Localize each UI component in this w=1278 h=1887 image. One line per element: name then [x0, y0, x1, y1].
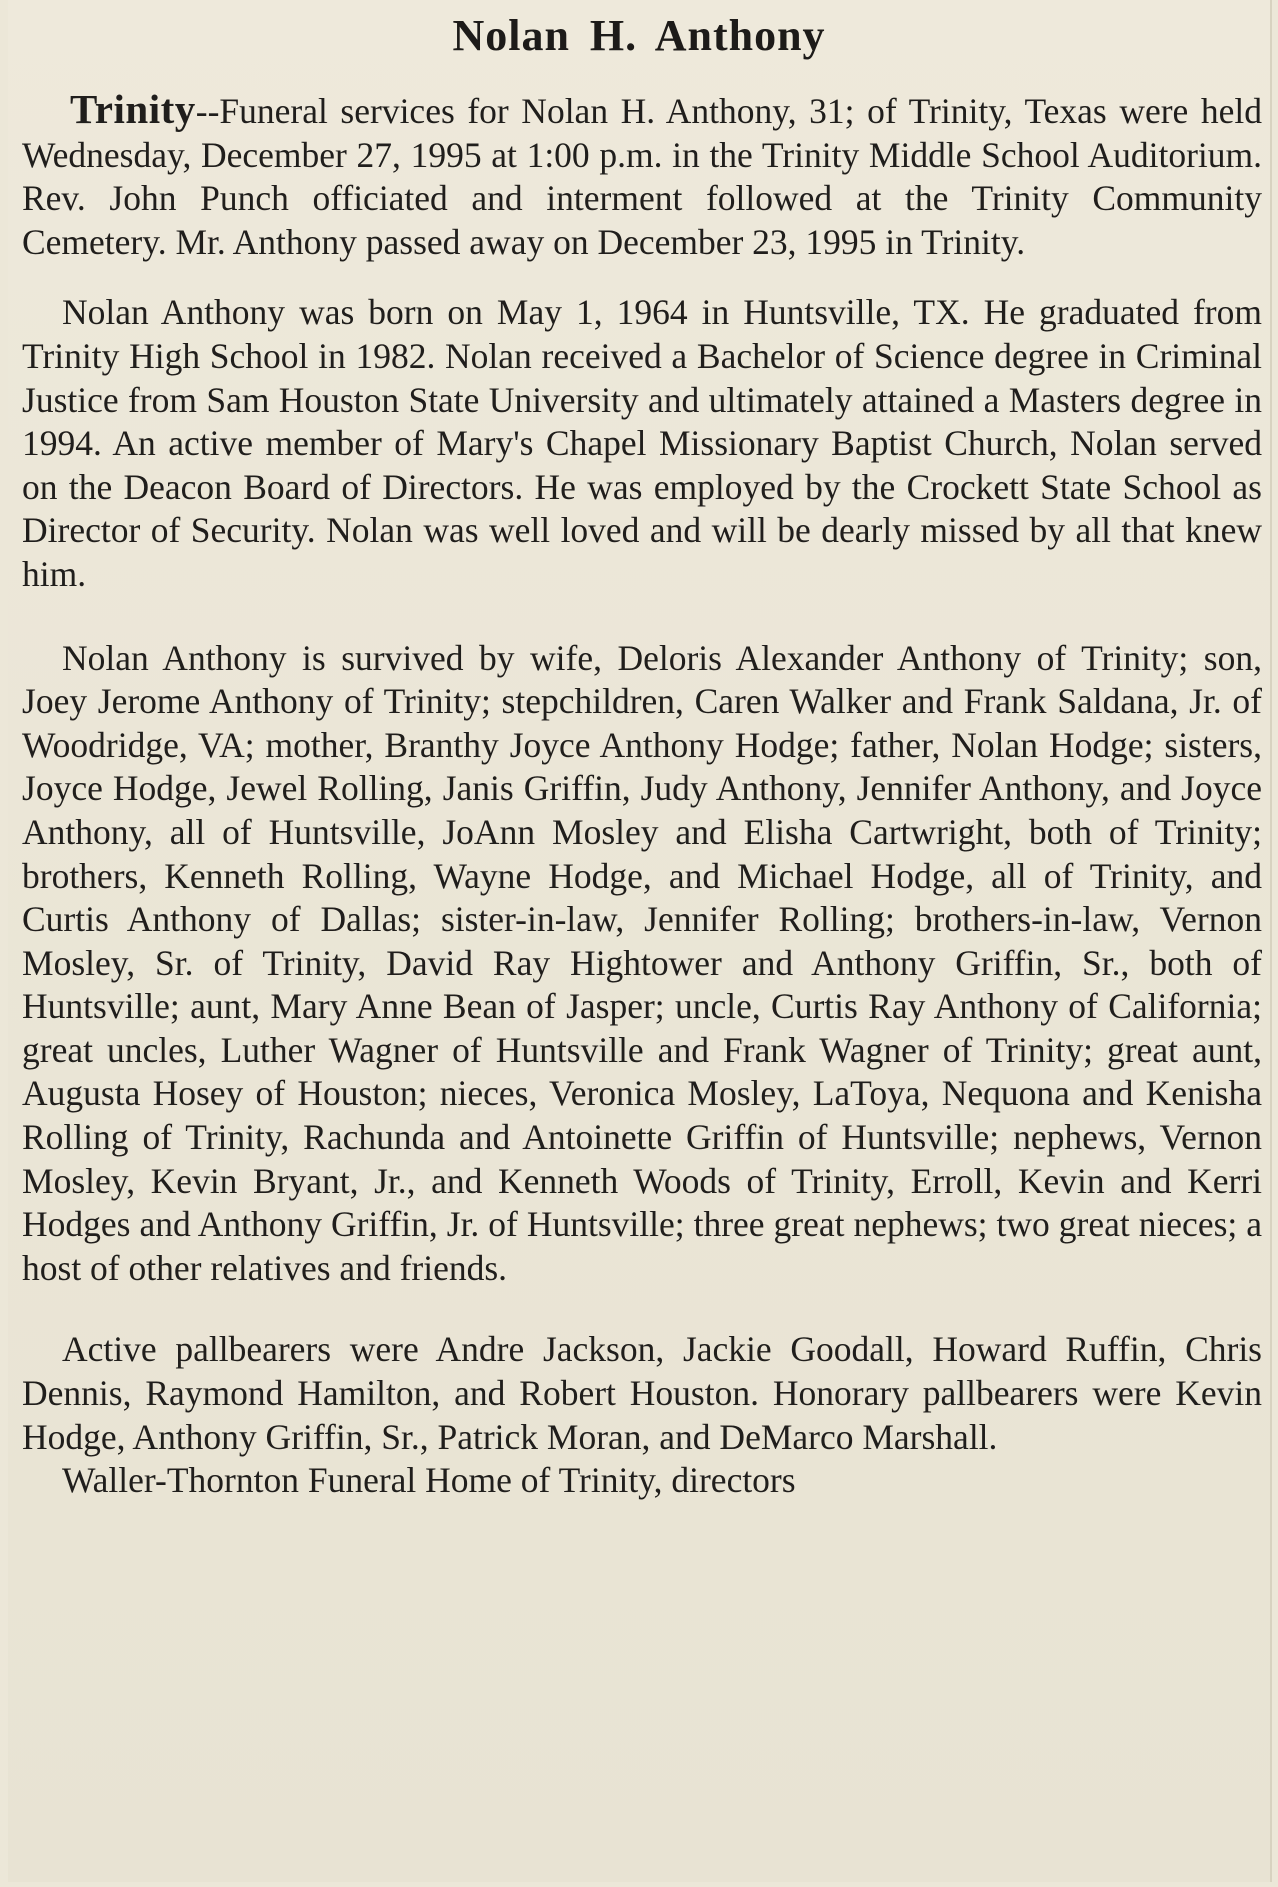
obituary-body: [22, 88, 1262, 1503]
dateline-separator: --: [195, 91, 220, 131]
obituary-headline: Nolan H. Anthony: [452, 11, 826, 60]
paragraph-biography: Nolan Anthony was born on May 1, 1964 in Huntsville, TX. He graduated from Trinity High School in 1982. Nolan received a Bachelor of Science degree in Criminal Justice from Sam Houston State University and ultimately attained a Masters degree in 1994. An active member of Mary's Chapel Missionary Baptist Church, Nolan served on the Deacon Board of Directors. He was employed by the Crockett State School as Director of Security. Nolan was well loved and will be dearly missed by all that knew him.: [22, 292, 1262, 594]
paragraph-pallbearers: Active pallbearers were Andre Jackson, Jackie Goodall, Howard Ruffin, Chris Dennis, Raymond Hamilton, and Robert Houston. Honorary pallbearers were Kevin Hodge, Anthony Griffin, Sr., Patrick Moran, and DeMarco Marshall.: [22, 1329, 1262, 1457]
paragraph-text: Funeral services for Nolan H. Anthony, 31; of Trinity, Texas were held Wednesday, December 27, 1995 at 1:00 p.m. in the Trinity Middle School Auditorium. Rev. John Punch officiated and interment followed at the Trinity Community Cemetery. Mr. Anthony passed away on December 23, 1995 in Trinity.: [22, 91, 1262, 262]
paragraph-survivors: Nolan Anthony is survived by wife, Deloris Alexander Anthony of Trinity; son, Joey Jerome Anthony of Trinity; stepchildren, Caren Walker and Frank Saldana, Jr. of Woodridge, VA; mother, Branthy Joyce Anthony Hodge; father, Nolan Hodge; sisters, Joyce Hodge, Jewel Rolling, Janis Griffin, Judy Anthony, Jennifer Anthony, and Joyce Anthony, all of Huntsville, JoAnn Mosley and Elisha Cartwright, both of Trinity; brothers, Kenneth Rolling, Wayne Hodge, and Michael Hodge, all of Trinity, and Curtis Anthony of Dallas; sister-in-law, Jennifer Rolling; brothers-in-law, Vernon Mosley, Sr. of Trinity, David Ray Hightower and Anthony Griffin, Sr., both of Huntsville; aunt, Mary Anne Bean of Jasper; uncle, Curtis Ray Anthony of California; great uncles, Luther Wagner of Huntsville and Frank Wagner of Trinity; great aunt, Augusta Hosey of Houston; nieces, Veronica Mosley, LaToya, Nequona and Kenisha Rolling of Trinity, Rachunda and Antoinette Griffin of Huntsville; nephews, Vernon Mosley, Kevin Bryant, Jr., and Kenneth Woods of Trinity, Erroll, Kevin and Kerri Hodges and Anthony Griffin, Jr. of Huntsville; three great nephews; two great nieces; a host of other relatives and friends.: [22, 637, 1262, 1288]
funeral-home-credit: Waller-Thornton Funeral Home of Trinity, directors: [62, 1460, 796, 1501]
dateline: Trinity: [70, 86, 196, 132]
paragraph-funeral-services: [22, 88, 1262, 264]
